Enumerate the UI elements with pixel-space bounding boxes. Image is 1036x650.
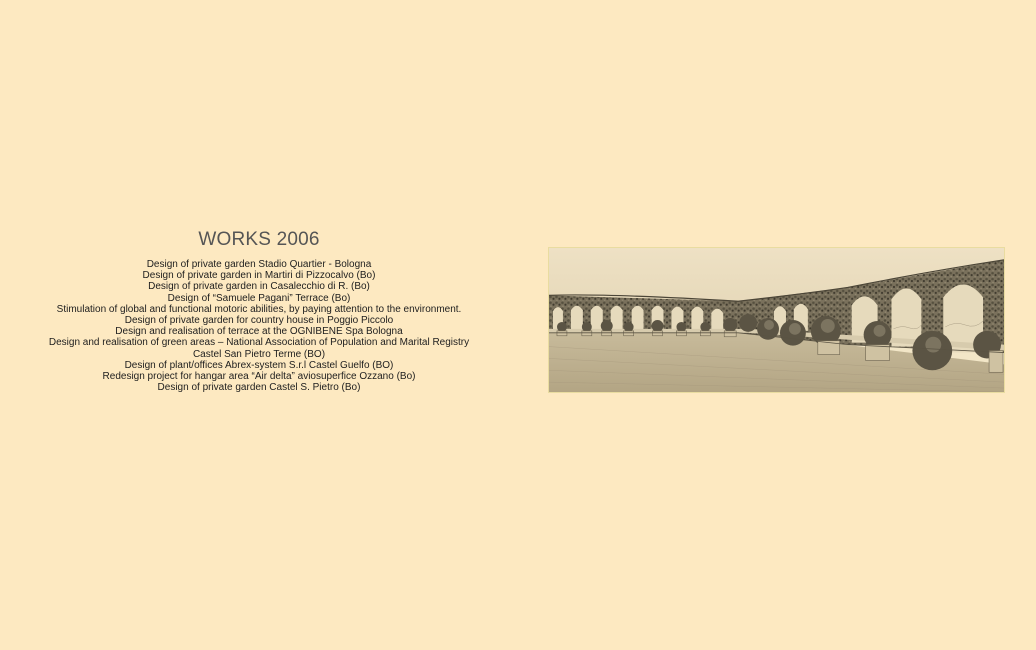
works-item: Castel San Pietro Terme (BO)	[192, 348, 326, 360]
works-item: Design of private garden for country house in Poggio Piccolo	[124, 315, 394, 327]
works-item: Design of private garden in Casalecchio di R. (Bo)	[148, 281, 370, 293]
works-item: Design of private garden in Martiri di Pizzocalvo (Bo)	[142, 270, 376, 282]
works-item: Stimulation of global and functional motoric abilities, by paying attention to the environment.	[56, 303, 462, 315]
works-item: Design of “Samuele Pagani” Terrace (Bo)	[167, 292, 351, 304]
works-section	[30, 228, 488, 393]
works-item: Design of plant/offices Abrex-system S.r.l Castel Guelfo (BO)	[124, 359, 394, 371]
terrace-illustration	[548, 247, 1005, 393]
terrace-drawing	[549, 248, 1004, 392]
works-item: Redesign project for hangar area “Air delta” aviosuperfice Ozzano (Bo)	[102, 371, 416, 383]
works-item: Design of private garden Castel S. Pietro (Bo)	[157, 382, 361, 394]
works-list	[30, 259, 488, 393]
works-title: WORKS 2006	[198, 229, 320, 250]
works-item: Design of private garden Stadio Quartier - Bologna	[146, 259, 372, 270]
works-item: Design and realisation of green areas – National Association of Population and Marital Registry	[48, 337, 470, 349]
works-item: Design and realisation of terrace at the OGNIBENE Spa Bologna	[115, 326, 403, 338]
